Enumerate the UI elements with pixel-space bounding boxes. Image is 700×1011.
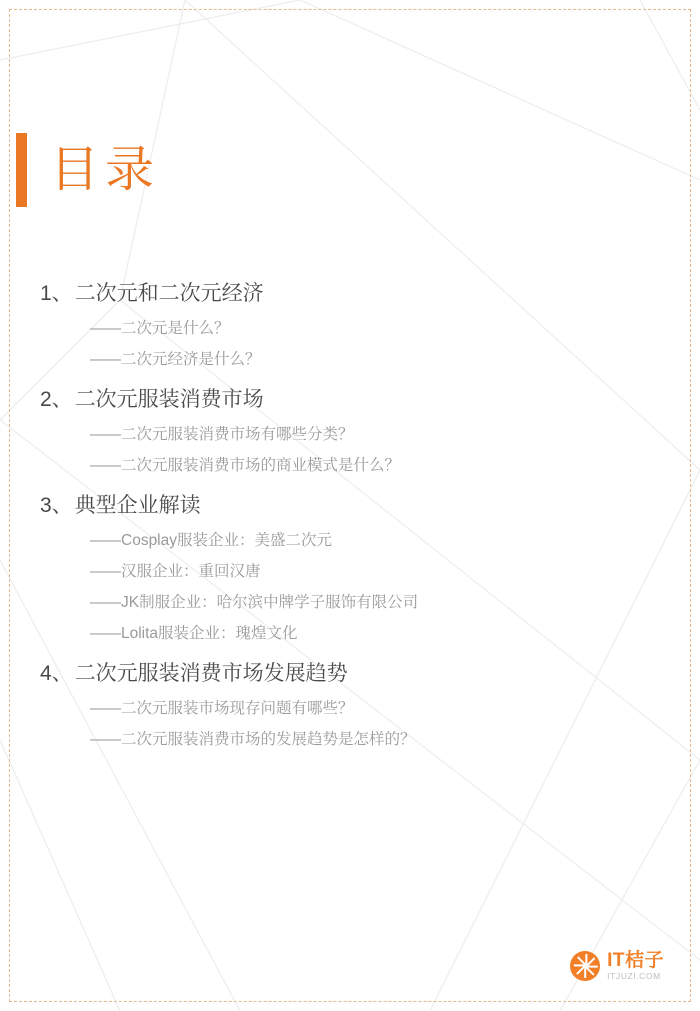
table-of-contents [40,275,660,761]
page-title-block [16,133,160,207]
toc-sub-item[interactable]: ——二次元是什么？ [90,320,230,337]
toc-sub-item[interactable]: ——二次元服装消费市场的发展趋势是怎样的？ [90,731,416,748]
toc-sub-item[interactable]: ——二次元经济是什么？ [90,351,261,368]
toc-section-number: 4、 [40,662,73,685]
toc-sub-item[interactable]: ——二次元服装消费市场的商业模式是什么？ [90,457,401,474]
toc-sub-item[interactable]: ——Lolita服装企业：瑰煌文化 [90,625,298,642]
toc-sub-item[interactable]: ——二次元服装消费市场有哪些分类？ [90,426,354,443]
toc-sub-item[interactable]: ——Cosplay服装企业：美盛二次元 [90,532,332,549]
toc-section-heading[interactable] [40,487,660,525]
toc-section-heading[interactable] [40,381,660,419]
toc-sub-item[interactable]: ——二次元服装市场现存问题有哪些？ [90,700,354,717]
toc-section-label: 典型企业解读 [74,494,201,517]
toc-section-heading[interactable] [40,275,660,313]
toc-section-label: 二次元服装消费市场 [74,388,264,411]
logo-name: IT桔子 [607,950,664,971]
toc-section-number: 3、 [40,494,73,517]
toc-section [40,381,660,481]
orange-slice-icon [570,951,600,981]
footer-logo[interactable] [570,951,664,981]
page-title: 目录 [50,143,161,197]
toc-section-label: 二次元服装消费市场发展趋势 [74,662,348,685]
toc-section-number: 1、 [40,282,73,305]
toc-section-label: 二次元和二次元经济 [74,282,264,305]
logo-url: ITJUZI.COM [607,971,661,981]
toc-sub-item[interactable]: ——JK制服企业：哈尔滨中牌学子服饰有限公司 [90,594,419,611]
toc-section [40,487,660,649]
toc-section [40,275,660,375]
title-accent-bar [16,133,27,207]
toc-section-heading[interactable] [40,655,660,693]
logo-text-block [607,951,664,981]
toc-sub-item[interactable]: ——汉服企业：重回汉唐 [90,563,261,580]
toc-section-number: 2、 [40,388,73,411]
toc-section [40,655,660,755]
